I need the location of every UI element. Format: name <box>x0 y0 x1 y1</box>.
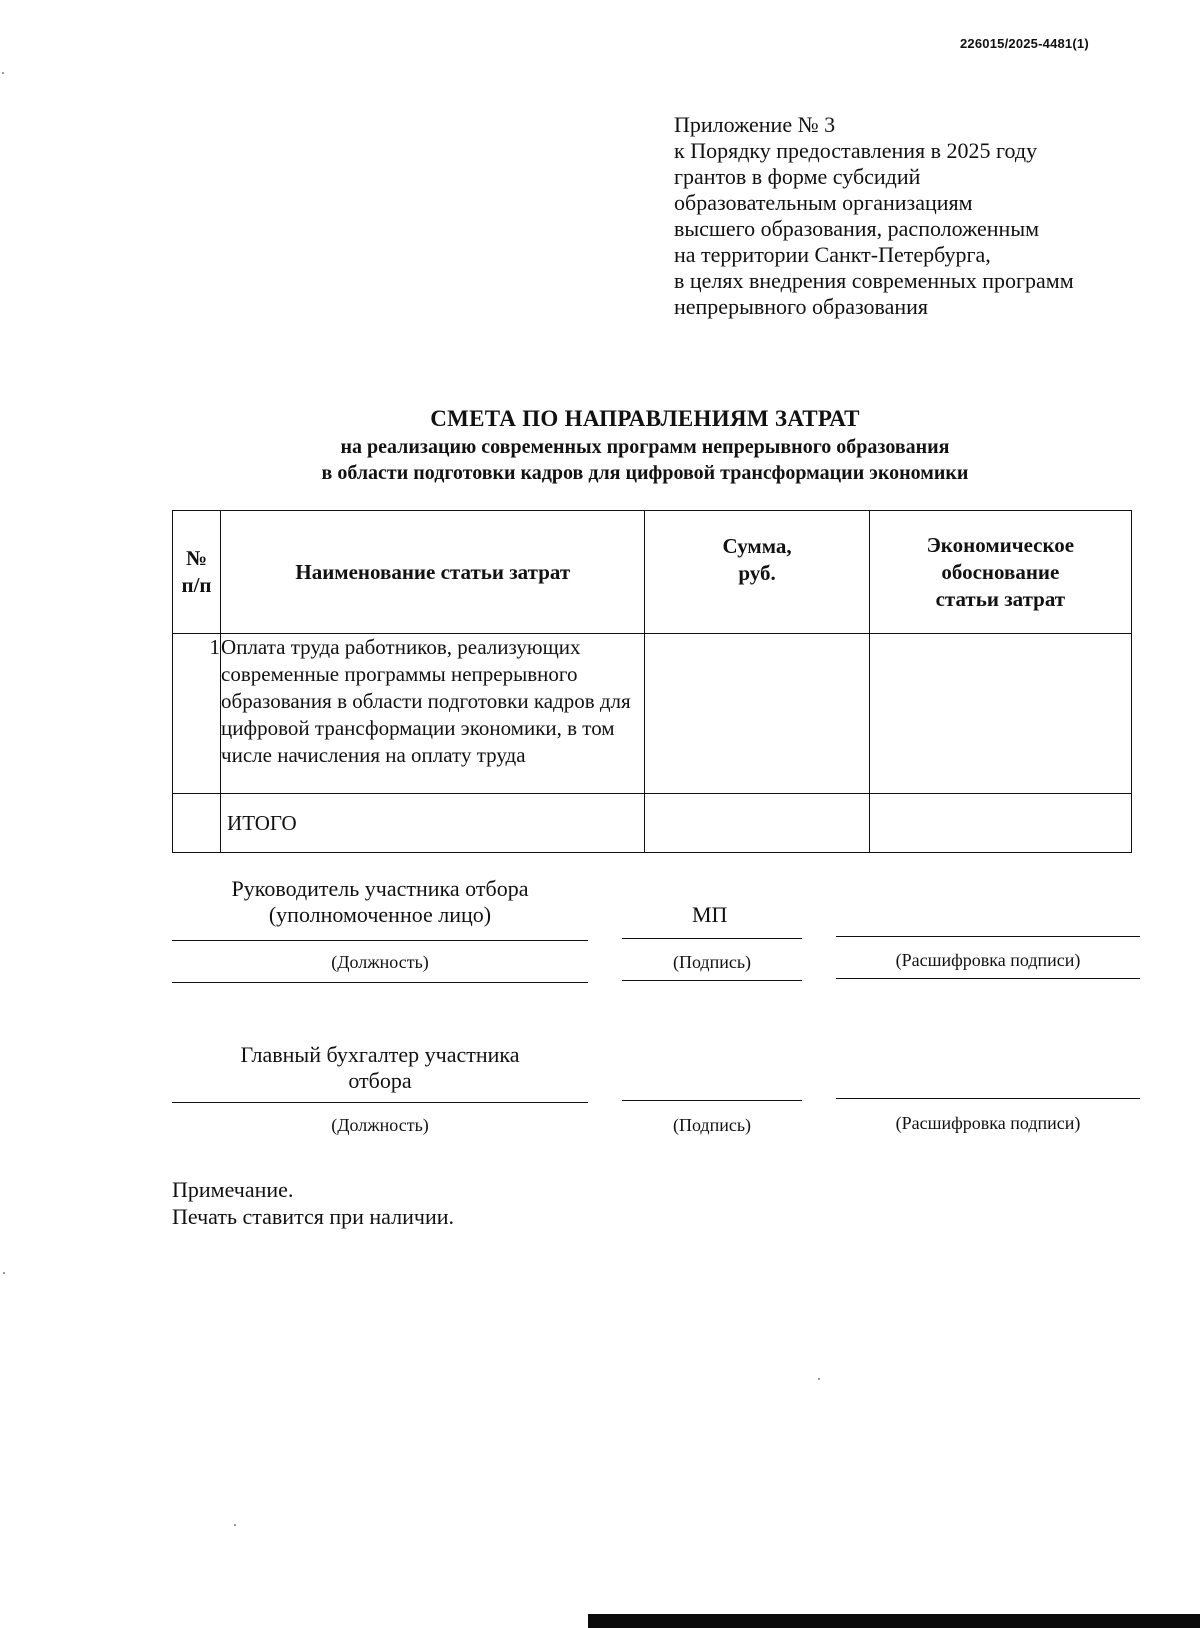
row-number: 1 <box>173 634 221 794</box>
header-sum-line1: Сумма, <box>722 534 792 558</box>
head-decoding-caption: (Расшифровка подписи) <box>895 950 1081 970</box>
appendix-block <box>674 112 1174 320</box>
head-underline-3 <box>836 978 1140 979</box>
head-signature-caption: (Подпись) <box>672 952 752 972</box>
header-number-line1: № <box>185 546 208 570</box>
accountant-decoding-caption: (Расшифровка подписи) <box>895 1113 1081 1133</box>
total-number <box>173 794 221 853</box>
header-justification-line3: статьи затрат <box>935 586 1066 611</box>
appendix-line: грантов в форме субсидий <box>674 164 921 189</box>
header-number <box>173 511 221 634</box>
head-underline-1 <box>172 982 588 983</box>
document-id: 226015/2025-4481(1) <box>960 36 1089 51</box>
total-label: ИТОГО <box>221 794 645 853</box>
accountant-signature-line[interactable] <box>622 1100 802 1101</box>
header-sum <box>645 511 869 634</box>
appendix-line: в целях внедрения современных программ <box>674 268 1074 293</box>
head-position-caption: (Должность) <box>331 952 429 972</box>
table-total-row <box>173 794 1132 853</box>
appendix-line: образовательным организациям <box>674 190 973 215</box>
accountant-signature-caption: (Подпись) <box>672 1115 752 1135</box>
scan-speck <box>818 1378 820 1380</box>
header-justification-line2: обоснование <box>941 559 1060 584</box>
head-signatory-label <box>172 876 588 928</box>
scan-edge-bar <box>588 1614 1200 1628</box>
accountant-position-line[interactable] <box>172 1102 588 1103</box>
table-header-row <box>173 511 1132 634</box>
header-sum-line2: руб. <box>738 561 776 585</box>
estimate-table <box>172 510 1132 853</box>
header-number-line2: п/п <box>181 573 212 597</box>
appendix-line: к Порядку предоставления в 2025 году <box>674 138 1038 163</box>
head-label-line1: Руководитель участника отбора <box>231 876 529 901</box>
stamp-placeholder: МП <box>692 902 728 927</box>
row-item-name: Оплата труда работников, реализующих современные программы непрерывного образования в области подготовки кадров для цифровой трансформации экономики, в том числе начисления на оплату труда <box>221 634 645 794</box>
appendix-line: высшего образования, расположенным <box>674 216 1040 241</box>
table-row <box>173 634 1132 794</box>
total-sum[interactable] <box>645 794 869 853</box>
head-underline-2 <box>622 980 802 981</box>
accountant-label-line2: отбора <box>348 1068 412 1093</box>
accountant-decoding-line[interactable] <box>836 1098 1140 1099</box>
footnote-text: Печать ставится при наличии. <box>172 1204 454 1229</box>
row-sum[interactable] <box>645 634 869 794</box>
head-signature-line[interactable] <box>622 938 802 939</box>
appendix-line: Приложение № 3 <box>674 112 836 137</box>
title-subtitle-2: в области подготовки кадров для цифровой трансформации экономики <box>321 462 969 484</box>
footnote-title: Примечание. <box>172 1177 294 1202</box>
head-label-line2: (уполномоченное лицо) <box>268 902 492 927</box>
scan-speck <box>2 72 4 74</box>
title-main: СМЕТА ПО НАПРАВЛЕНИЯМ ЗАТРАТ <box>430 406 860 431</box>
head-decoding-line[interactable] <box>836 936 1140 937</box>
document-title <box>172 404 1118 486</box>
scan-speck <box>3 1272 5 1274</box>
appendix-line: на территории Санкт-Петербурга, <box>674 242 991 267</box>
accountant-label-line1: Главный бухгалтер участника <box>240 1042 520 1067</box>
total-justification[interactable] <box>869 794 1131 853</box>
accountant-signatory-label <box>172 1042 588 1094</box>
head-position-line[interactable] <box>172 940 588 941</box>
appendix-line: непрерывного образования <box>674 294 929 319</box>
header-item-name: Наименование статьи затрат <box>221 511 645 634</box>
footnote <box>172 1176 454 1230</box>
header-justification <box>869 511 1131 634</box>
accountant-position-caption: (Должность) <box>331 1115 429 1135</box>
title-subtitle-1: на реализацию современных программ непрерывного образования <box>340 436 950 458</box>
scan-speck <box>234 1524 236 1526</box>
row-justification[interactable] <box>869 634 1131 794</box>
header-justification-line1: Экономическое <box>926 532 1075 557</box>
